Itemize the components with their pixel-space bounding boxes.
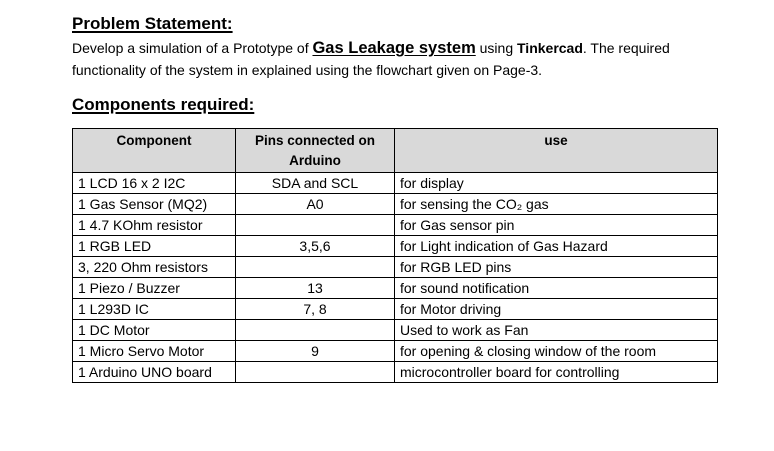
problem-statement-heading: Problem Statement: [72,14,233,33]
cell-pins: 13 [236,278,395,299]
cell-component: 1 4.7 KOhm resistor [73,215,236,236]
cell-component: 1 RGB LED [73,236,236,257]
table-row [73,299,718,320]
table-row [73,236,718,257]
project-name-highlight: Gas Leakage system [312,39,476,57]
cell-use: for sound notification [395,278,718,299]
cell-pins: A0 [236,194,395,215]
table-row [73,341,718,362]
problem-text-middle: using [475,40,517,56]
cell-component: 1 LCD 16 x 2 I2C [73,173,236,194]
problem-statement-paragraph [72,37,722,81]
table-row [73,215,718,236]
cell-use: for Light indication of Gas Hazard [395,236,718,257]
cell-pins: SDA and SCL [236,173,395,194]
cell-pins [236,215,395,236]
problem-text-before: Develop a simulation of a Prototype of [72,40,313,56]
components-required-heading: Components required: [72,95,255,114]
cell-pins [236,257,395,278]
cell-pins: 9 [236,341,395,362]
cell-use: Used to work as Fan [395,320,718,341]
table-row [73,173,718,194]
cell-pins [236,362,395,383]
cell-component: 1 Piezo / Buzzer [73,278,236,299]
cell-component: 3, 220 Ohm resistors [73,257,236,278]
problem-text-after: . The required functionality of the system in explained using the flowchart given on Page-3. [72,40,670,78]
tool-name: Tinkercad [517,40,583,56]
table-header-row [73,129,718,173]
cell-use: for RGB LED pins [395,257,718,278]
cell-component: 1 Micro Servo Motor [73,341,236,362]
cell-component: 1 Arduino UNO board [73,362,236,383]
cell-pins: 7, 8 [236,299,395,320]
cell-use: for Gas sensor pin [395,215,718,236]
cell-pins [236,320,395,341]
cell-component: 1 Gas Sensor (MQ2) [73,194,236,215]
column-header-component: Component [73,129,236,173]
table-row [73,278,718,299]
table-row [73,362,718,383]
cell-pins: 3,5,6 [236,236,395,257]
column-header-use: use [395,129,718,173]
cell-component: 1 L293D IC [73,299,236,320]
table-row [73,257,718,278]
cell-use: for Motor driving [395,299,718,320]
cell-component: 1 DC Motor [73,320,236,341]
cell-use: microcontroller board for controlling [395,362,718,383]
components-table [72,128,718,383]
cell-use: for opening & closing window of the room [395,341,718,362]
cell-use: for display [395,173,718,194]
cell-use: for sensing the CO₂ gas [395,194,718,215]
table-row [73,194,718,215]
column-header-pins: Pins connected on Arduino [236,129,395,173]
table-row [73,320,718,341]
